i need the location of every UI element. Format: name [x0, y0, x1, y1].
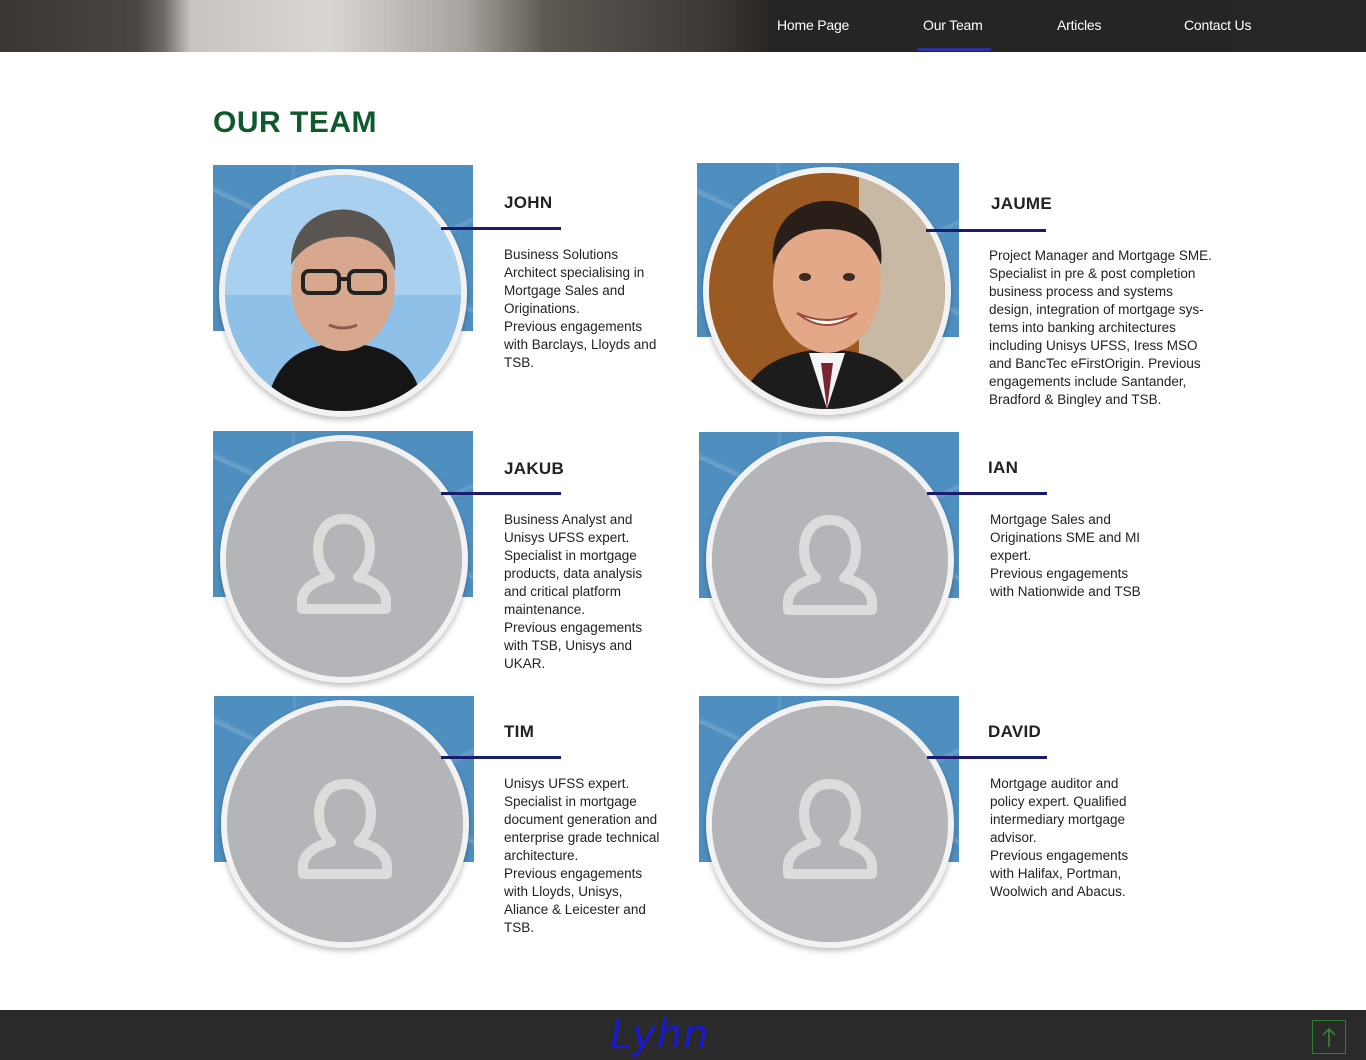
member-bio: Mortgage auditor and policy expert. Qualified intermediary mortgage advisor. Previous engagements with Halifax, Portman, Woolwich and Abacus.	[990, 776, 1129, 899]
member-bio: Business Solutions Architect specialising in Mortgage Sales and Originations. Previous engagements with Barclays, Lloyds and TSB.	[504, 247, 657, 370]
placeholder-photo	[712, 706, 948, 942]
site-header	[0, 0, 1366, 52]
page-title: OUR TEAM	[213, 106, 377, 139]
photo-frame	[220, 435, 468, 683]
nav-articles[interactable]: Articles	[1057, 17, 1102, 33]
person-silhouette-icon	[227, 706, 463, 942]
name-divider	[927, 756, 1047, 759]
member-name: IAN	[988, 458, 1019, 477]
team-member-card	[699, 432, 1159, 694]
placeholder-photo	[226, 441, 462, 677]
member-bio: Project Manager and Mortgage SME. Specialist in pre & post completion business process and systems design, integration of mortgage sys- tems into banking architectures including Unisys UFSS, Iress MSO and BancTec eFirstOrigin. Previous engagements include Santander, Bradford & Bingley and TSB.	[989, 248, 1212, 407]
name-divider	[926, 229, 1046, 232]
team-member-card	[213, 431, 673, 693]
team-member-card	[699, 696, 1159, 958]
member-bio: Mortgage Sales and Originations SME and MI expert. Previous engagements with Nationwide and TSB	[990, 512, 1141, 599]
portrait-photo	[709, 173, 945, 409]
footer-logo[interactable]: Lyhn	[610, 1012, 710, 1058]
team-member-card	[214, 696, 674, 958]
person-silhouette-icon	[226, 441, 462, 677]
member-bio: Unisys UFSS expert. Specialist in mortgage document generation and enterprise grade technical architecture. Previous engagements with Lloyds, Unisys, Aliance & Leicester and TSB.	[504, 776, 660, 935]
member-bio: Business Analyst and Unisys UFSS expert. Specialist in mortgage products, data analysis and critical platform maintenance. Previous engagements with TSB, Unisys and UKAR.	[504, 512, 643, 671]
name-divider	[441, 492, 561, 495]
member-name: JAKUB	[504, 459, 565, 478]
member-name: DAVID	[988, 722, 1042, 741]
name-divider	[441, 756, 561, 759]
back-to-top-button[interactable]	[1312, 1020, 1346, 1054]
photo-frame	[703, 167, 951, 415]
nav-our-team[interactable]: Our Team	[923, 17, 983, 33]
placeholder-photo	[712, 442, 948, 678]
team-member-card	[213, 165, 673, 425]
member-name: JAUME	[991, 194, 1053, 213]
nav-home-page[interactable]: Home Page	[777, 17, 850, 33]
photo-frame	[706, 436, 954, 684]
person-silhouette-icon	[712, 706, 948, 942]
team-member-card	[697, 163, 1227, 425]
placeholder-photo	[227, 706, 463, 942]
person-silhouette-icon	[712, 442, 948, 678]
photo-frame	[221, 700, 469, 948]
photo-frame	[219, 169, 467, 417]
member-name: TIM	[504, 722, 535, 741]
photo-frame	[706, 700, 954, 948]
name-divider	[927, 492, 1047, 495]
nav-contact-us[interactable]: Contact Us	[1184, 17, 1252, 33]
member-name: JOHN	[504, 193, 553, 212]
arrow-up-icon	[1313, 1021, 1345, 1053]
nav-active-indicator	[917, 48, 991, 51]
name-divider	[441, 227, 561, 230]
portrait-photo	[225, 175, 461, 411]
